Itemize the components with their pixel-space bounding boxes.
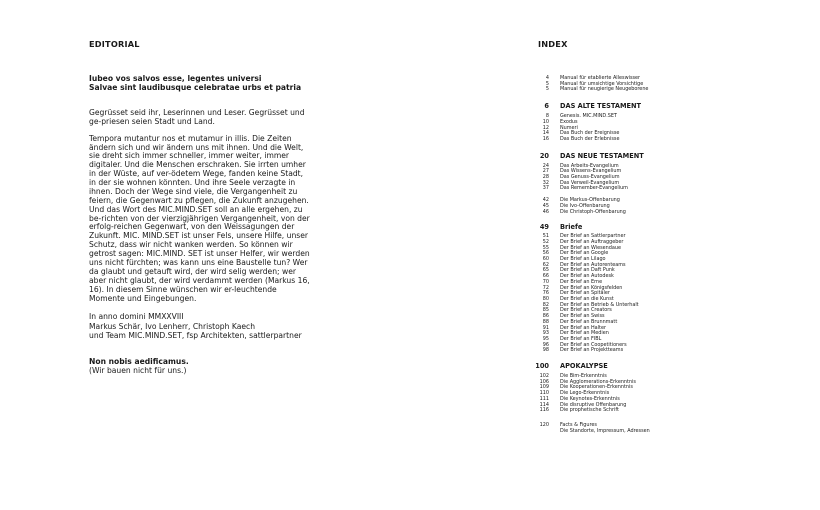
index-entry: 96 Der Brief an Coopetitioners [542,341,627,348]
index-group-apocalypse [532,362,664,414]
date-line: In anno domini MMXXVIII [89,311,184,321]
closing [89,358,311,376]
index-entry: 37 Das Remember-Evangelium [542,185,628,192]
times-paragraph: Tempora mutantur nos et mutamur in illis. Die Zeiten ändern sich und wir ändern uns mit ihnen. Und die Welt, sie dreht sich immer schneller, immer weiter, immer digitaler. Und die Menschen erschraken. Sie irrten umher in der Wüste, auf ver-ödetem Wege, fanden keine Stadt, in der sie wohnen könnten. Und ihre Seele verzagte in ihnen. Doch der Wege sind viele, die Vergangenheit zu feiern, die Gegenwart zu pflegen, die Zukunft anzugehen. [89,133,309,205]
index-entry: 82 Der Brief an Betrieb & Unterhalt [542,301,639,308]
index-group-facts [532,423,664,434]
index-list [532,76,664,434]
index-entry: 95 Der Brief an FIBL [542,335,602,342]
index-group-manuals [532,76,664,93]
index-entry: 102 Die Bim-Erkenntnis [539,373,607,380]
index-entry: 60 Der Brief an Lilago [542,256,606,263]
index-entry: 8 Genesis. MIC.MIND.SET [545,113,617,120]
index-entry: 5 Manual für neugierige Neugeborene [545,86,649,93]
index-entry: 62 Der Brief an Autorenteams [542,261,626,268]
index-entry: 111 Die Keynotes-Erkenntnis [539,395,620,402]
index-entry: 32 Das Verweil-Evangelium [542,179,620,186]
motto [89,75,311,93]
index-section-heading: 100 APOKALYPSE [535,362,608,371]
index-section-heading: 6 DAS ALTE TESTAMENT [544,102,642,111]
editorial-heading: EDITORIAL [89,39,140,49]
index-entry: 28 Das Genuss-Evangelium [542,174,620,181]
index-section-heading: 49 Briefe [539,223,583,232]
index-entry: 91 Der Brief an Halter [542,324,606,331]
index-entry: 42 Die Markus-Offenbarung [542,197,620,204]
word-paragraph: Und das Wort des MIC.MIND.SET soll an alle ergehen, zu be-richten von der vierzigjährigen Vergangenheit, von der erfolg-reichen Gegenwart, von den Weissagungen der Zukunft. MIC. MIND.SET ist unser Fels, unsere Hilfe, unser Schutz, dass wir nicht wanken werden. So können wir getrost sagen: MIC.MIND. SET ist unser Helfer, wir werden uns nicht fürchten; was kann uns eine Baustelle tun? Wer da glaubt und getauft wird, der wird selig werden; wer aber nicht glaubt, der wird verdammt werden (Markus 16, 16). In diesem Sinne wünschen wir er-leuchtende Momente und Eingebungen. [89,204,310,303]
index-entry: 45 Die Ivo-Offenbarung [542,202,610,209]
index-entry: 51 Der Brief an Sattlerpartner [542,233,626,240]
index-entry: 120 Facts & Figures [539,421,597,428]
authors-line-1: Markus Schär, Ivo Lenherr, Christoph Kaech [89,322,256,331]
index-entry: Die Standorte, Impressum, Adressen [560,427,650,434]
index-entry: 88 Der Brief an Brunnmatt [542,318,618,325]
index-entry: 80 Der Brief an die Kunst [542,295,614,302]
index-entry: 27 Das Wissens-Evangelium [542,168,622,175]
index-entry: 116 Die prophetische Schrift [539,407,619,414]
index-entry: 55 Der Brief an Wiesendaue [542,244,621,251]
index-entry: 10 Exodus [542,118,578,125]
motto-line-2: Salvae sint laudibusque celebratae urbs et patria [89,82,302,92]
index-entry: 106 Die Agglomerations-Erkenntnis [539,378,636,385]
index-entry: 76 Der Brief an Spitäler [542,290,610,297]
index-entry: 52 Der Brief an Auftraggeber [542,238,624,245]
authors-line-2: und Team MIC.MIND.SET, fsp Architekten, sattlerpartner [89,330,302,340]
index-entry: 12 Numeri [542,124,578,131]
index-entry: 4 Manual für etablierte Alleswisser [545,75,641,81]
index-entry: 70 Der Brief an Erne [542,278,603,285]
index-group-old-testament [532,102,664,143]
index-entry: 114 Die disruptive Offenbarung [539,401,627,408]
index-entry: 5 Manual für umsichtige Vorsichtige [545,80,644,87]
index-entry: 14 Das Buch der Ereignisse [542,130,620,137]
index-entry: 56 Der Brief an Google [542,250,609,257]
index-entry: 24 Das Arbeits-Evangelium [542,162,619,169]
index-heading: INDEX [538,39,568,49]
index-entry: 86 Der Brief an Swiss [542,313,605,320]
index-entry: 93 Der Brief an Medien [542,330,609,337]
index-entry: 110 Die Lego-Erkenntnis [539,390,610,397]
index-entry: 65 Der Brief an Daft Punk [542,267,615,274]
index-entry: 72 Der Brief an Königsfelden [542,284,623,291]
index-group-revelations [532,198,664,215]
index-entry: 16 Das Buch der Erlebnisse [542,135,620,142]
index-section-heading: 20 DAS NEUE TESTAMENT [539,151,644,160]
greeting-paragraph: Gegrüsset seid ihr, Leserinnen und Leser. Gegrüsset und ge-priesen seien Stadt und Land. [89,107,305,126]
index-entry: 85 Der Brief an Creators [542,307,612,314]
index-entry: 98 Der Brief an Projektteams [542,347,624,354]
index-group-new-testament [532,152,664,193]
closing-translation: (Wir bauen nicht für uns.) [89,365,187,375]
index-group-letters [532,223,664,354]
authors [89,323,311,341]
index-entry: 46 Die Christoph-Offenbarung [542,208,626,215]
index-entry: 66 Der Brief an Autodesk [542,273,614,280]
index-entry: 109 Die Kooperationen-Erkenntnis [539,384,633,391]
motto-line-1: Iubeo vos salvos esse, legentes universi [89,74,262,83]
closing-latin: Non nobis aedificamus. [89,357,189,366]
